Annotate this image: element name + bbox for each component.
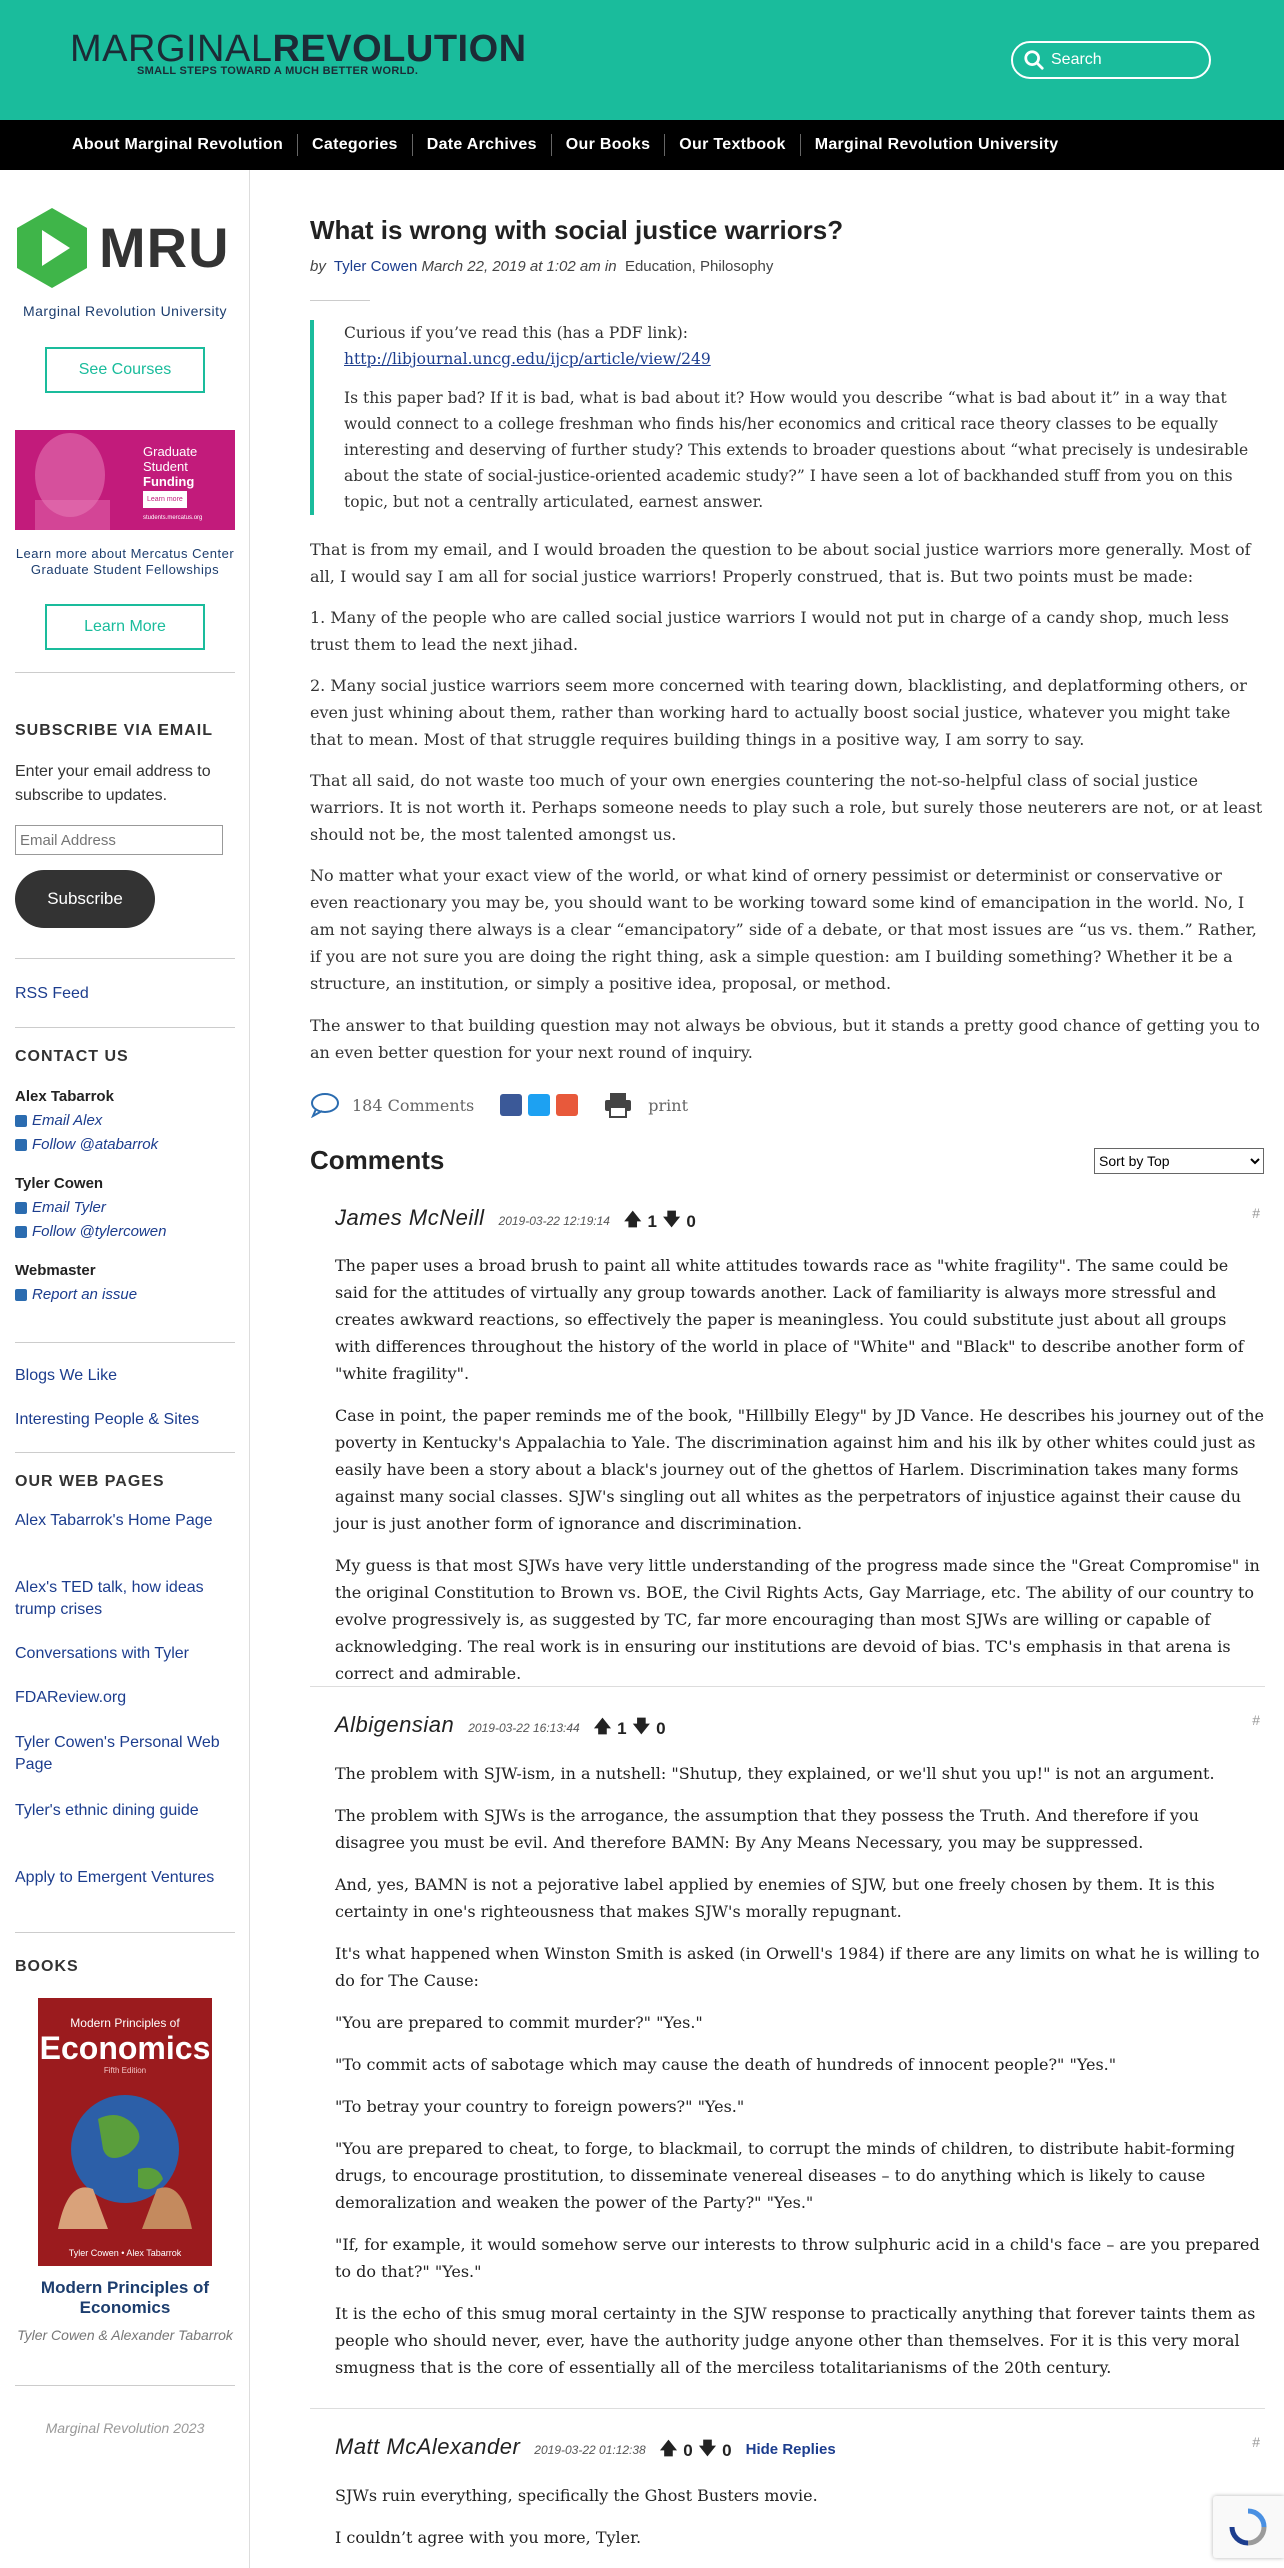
subscribe-heading: SUBSCRIBE VIA EMAIL (15, 722, 213, 739)
contact-name-webmaster: Webmaster (15, 1262, 96, 1279)
sort-select[interactable] (1094, 1148, 1264, 1174)
downvote-icon[interactable]: 🡇 (632, 1717, 651, 1736)
downvote-count: 0 (656, 1718, 666, 1738)
comment-bubble-icon[interactable] (310, 1092, 340, 1118)
comment-paragraph: The paper uses a broad brush to paint all white attitudes towards race as "white fragility". The same could be said for the attitudes of virtually any group towards another. Lack of familiarity is always more stressful and creates awkward reactions, so effectively the paper is meaningless. You could substitute just about all groups with differences throughout the history of the world in place of "White" and "Black" to describe another form of "white fragility". (335, 1256, 1244, 1383)
learn-more-button[interactable]: Learn More (45, 604, 205, 650)
sidebar-divider (15, 1027, 235, 1028)
comment-paragraph: "To commit acts of sabotage which may cause the death of hundreds of innocent people?" "Yes." (335, 2055, 1117, 2074)
banner-line3: Funding (143, 474, 195, 489)
comment-paragraph: The problem with SJW-ism, in a nutshell: "Shutup, they explained, or we'll shut you up!" is not an argument. (335, 1764, 1215, 1783)
comment-paragraph: It is the echo of this smug moral certainty in the SJW response to practically anything that forever taints them as people who should never, ever, have the authority judge anyone other than themselves. For it is this very moral smugness that is the core of essentially all of the merciless totalitarianisms of the 20th century. (335, 2304, 1256, 2377)
mru-play-icon (15, 206, 89, 290)
category-link[interactable]: Philosophy (700, 258, 774, 275)
email-icon (15, 1202, 27, 1214)
grad-funding-banner[interactable] (15, 430, 235, 530)
mercatus-text: Learn more about Mercatus Center Graduate Student Fellowships (15, 546, 235, 577)
comment-divider (310, 1686, 1265, 1687)
nav-date-archives[interactable]: Date Archives (413, 134, 552, 156)
comment-paragraph: The problem with SJWs is the arrogance, the assumption that they possess the Truth. And therefore if you disagree you must be evil. And therefore BAMN: By Any Means Necessary, you may be suppressed. (335, 1806, 1199, 1852)
mru-name: Marginal Revolution University (22, 303, 228, 319)
downvote-icon[interactable]: 🡇 (662, 1210, 681, 1229)
subscribe-text: Enter your email address to subscribe to updates. (15, 763, 211, 804)
comment-votes (594, 1714, 666, 1743)
downvote-count: 0 (686, 1211, 696, 1231)
banner-line1: Graduate (143, 444, 198, 459)
main-nav (0, 120, 1284, 170)
byline-by: by (310, 258, 326, 275)
sidebar-divider (15, 1342, 235, 1343)
mru-logo[interactable] (15, 205, 235, 290)
book-cover-authors: Tyler Cowen • Alex Tabarrok (68, 2248, 182, 2258)
rss-feed-link[interactable]: RSS Feed (15, 985, 89, 1002)
comment-body (335, 2482, 1265, 2566)
email-field[interactable] (15, 825, 223, 855)
title-divider (310, 300, 370, 301)
follow-alex-label: Follow @atabarrok (32, 1136, 159, 1153)
post-paragraph: The answer to that building question may not always be obvious, but it stands a pretty good chance of getting you to an even better question for your next round of inquiry. (310, 1016, 1260, 1062)
web-page-link[interactable]: Tyler Cowen's Personal Web Page (15, 1734, 220, 1773)
book-authors: Tyler Cowen & Alexander Tabarrok (17, 2327, 233, 2343)
follow-tyler-label: Follow @tylercowen (32, 1223, 167, 1240)
blogs-we-like-link[interactable]: Blogs We Like (15, 1367, 117, 1384)
comment-paragraph: "If, for example, it would somehow serve our interests to throw sulphuric acid in a child's face – are you prepared to do that?" "Yes." (335, 2235, 1260, 2281)
nav-mru[interactable]: Marginal Revolution University (814, 136, 1059, 153)
printer-icon[interactable] (604, 1092, 632, 1118)
book-cover-title: Modern Principles of (70, 2016, 180, 2030)
book-cover[interactable] (38, 1998, 212, 2266)
post-date: March 22, 2019 at 1:02 am (421, 258, 601, 275)
sidebar-divider (15, 958, 235, 959)
logo-text-bold: REVOLUTION (272, 28, 527, 70)
upvote-icon[interactable]: 🡅 (659, 2439, 678, 2458)
web-page-link[interactable]: Alex's TED talk, how ideas trump crises (15, 1579, 204, 1618)
contact-heading: CONTACT US (15, 1048, 129, 1065)
comment-votes (660, 2436, 732, 2465)
comment-date: 2019-03-22 01:12:38 (534, 2443, 646, 2457)
comment-paragraph: SJWs ruin everything, specifically the Ghost Busters movie. (335, 2486, 818, 2505)
footer-copyright: Marginal Revolution 2023 (45, 2420, 205, 2436)
quote-intro: Curious if you’ve read this (has a PDF link): (344, 324, 689, 342)
quote-pdf-link[interactable]: http://libjournal.uncg.edu/ijcp/article/view/249 (344, 350, 711, 368)
category-link[interactable]: Education (624, 258, 692, 275)
comment-permalink[interactable]: # (1252, 1712, 1260, 1728)
search-box[interactable] (1011, 41, 1211, 79)
interesting-people-link[interactable]: Interesting People & Sites (15, 1411, 200, 1428)
web-page-link[interactable]: Alex Tabarrok's Home Page (15, 1512, 213, 1529)
upvote-count: 0 (683, 2440, 693, 2460)
comment-paragraph: I couldn’t agree with you more, Tyler. (335, 2528, 642, 2547)
follow-tyler-link[interactable] (15, 1223, 235, 1240)
subscribe-button[interactable]: Subscribe (15, 870, 155, 928)
email-tyler-label: Email Tyler (32, 1199, 106, 1216)
upvote-count: 1 (647, 1211, 657, 1231)
site-tagline: SMALL STEPS TOWARD A MUCH BETTER WORLD. (137, 65, 419, 77)
share-row (310, 1090, 688, 1120)
contact-name-tyler: Tyler Cowen (15, 1175, 104, 1192)
facebook-icon[interactable] (500, 1094, 522, 1116)
twitter-icon[interactable] (528, 1094, 550, 1116)
downvote-count: 0 (722, 2440, 732, 2460)
byline-in: in (604, 258, 617, 275)
twitter-icon (15, 1226, 27, 1238)
nav-our-textbook[interactable]: Our Textbook (665, 134, 800, 156)
comment-paragraph: Case in point, the paper reminds me of the book, "Hillbilly Elegy" by JD Vance. He describes his journey out of the poverty in Kentucky's Appalachia to Yale. The discrimination against him and his ilk by other whites could just as easily have been a story about a black's journey out of the ghettos of Harlem. Discrimination takes many forms against many social classes. SJW's singling out all whites as the perpetrators of injustice against their cause du jour is just another form of ignorance and discrimination. (335, 1406, 1264, 1533)
post-paragraph: That all said, do not waste too much of your own energies countering the not-so-helpful class of social justice warriors. It is not worth it. Perhaps someone needs to play such a role, but surely those neuterers are not, or at least should not be, the most talented amongst us. (310, 771, 1263, 844)
nav-about[interactable]: About Marginal Revolution (58, 134, 298, 156)
web-page-link[interactable]: Conversations with Tyler (15, 1645, 189, 1662)
sidebar-divider (15, 1452, 235, 1453)
comment-author: Albigensian (335, 1712, 455, 1737)
post-paragraph: No matter what your exact view of the world, or what kind of ornery pessimist or determinist or conservative or even reactionary you may be, you should want to be working toward some kind of emancipation in the world. No, I am not saying there always is a clear “emancipatory” side of a debate, or that most issues are “us vs. them.” Rather, if you are not sure you are doing the right thing, ask a simple question: am I building something? Whether it be a structure, an institution, or simply a positive idea, proposal, or method. (310, 866, 1257, 993)
web-page-link[interactable]: FDAReview.org (15, 1689, 127, 1706)
sidebar-divider (15, 672, 235, 673)
comment-header (335, 1712, 1265, 1743)
author-link[interactable]: Tyler Cowen (333, 258, 418, 275)
post-byline: by Tyler Cowen March 22, 2019 at 1:02 am in Education, Philosophy (310, 258, 774, 275)
mru-logo-text: MRU (99, 216, 230, 279)
comment-votes (624, 1207, 696, 1236)
comment-paragraph: "To betray your country to foreign powers?" "Yes." (335, 2097, 745, 2116)
search-icon (1023, 49, 1045, 71)
print-link[interactable]: print (648, 1095, 689, 1115)
comment-permalink[interactable]: # (1252, 1205, 1260, 1221)
sidebar-divider (15, 1932, 235, 1933)
comment-paragraph: It's what happened when Winston Smith is asked (in Orwell's 1984) if there are any limits on what he is willing to do for The Cause: (335, 1944, 1260, 1990)
comment-permalink[interactable]: # (1252, 2434, 1260, 2450)
quote-body: Is this paper bad? If it is bad, what is bad about it? How would you describe “what is bad about it” in a way that would connect to a college freshman who finds his/her economics and critical race theory classes to be equally interesting and deserving of further study? This extends to broader questions about “what precisely is undesirable about the state of social-justice-oriented academic study?” I have seen a lot of backhanded stuff from you on this topic, but not a centrally articulated, earnest answer. (344, 389, 1249, 511)
post-paragraph: That is from my email, and I would broaden the question to be about social justice warriors more generally. Most of all, I would say I am all for social justice warriors! Properly construed, that is. But two points must be made: (310, 540, 1251, 586)
book-cover-edition: Fifth Edition (103, 2066, 147, 2075)
nav-our-books[interactable]: Our Books (552, 134, 666, 156)
comments-heading: Comments (310, 1145, 445, 1175)
upvote-count: 1 (617, 1718, 627, 1738)
comment-author: James McNeill (335, 1205, 485, 1230)
downvote-icon[interactable]: 🡇 (698, 2439, 717, 2458)
post-paragraph: 2. Many social justice warriors seem more concerned with tearing down, blacklisting, and deplatforming others, or even just whining about them, rather than working hard to actually boost social justice, whatever you might take that to mean. Most of that struggle requires building things in a positive way, I am sorry to say. (310, 676, 1247, 749)
see-courses-button[interactable]: See Courses (45, 347, 205, 393)
post-blockquote (310, 320, 1265, 515)
book-title[interactable]: Modern Principles of Economics (40, 2278, 210, 2317)
comment-body (335, 1760, 1265, 2396)
hide-replies-button[interactable]: Hide Replies (745, 2441, 836, 2458)
comment-body (335, 1252, 1265, 1702)
upvote-icon[interactable]: 🡅 (623, 1210, 642, 1229)
follow-alex-link[interactable] (15, 1136, 235, 1153)
post-title[interactable]: What is wrong with social justice warriors? (310, 215, 844, 245)
banner-learn-more-button[interactable]: Learn more (143, 491, 187, 508)
recaptcha-icon (1228, 2507, 1268, 2547)
nav-categories[interactable]: Categories (298, 134, 413, 156)
comment-date: 2019-03-22 16:13:44 (468, 1721, 580, 1735)
recaptcha-badge[interactable] (1213, 2496, 1284, 2558)
comment-divider (310, 2408, 1265, 2409)
post-paragraph: 1. Many of the people who are called social justice warriors I would not put in charge of a candy shop, much less trust them to lead the next jihad. (310, 608, 1229, 654)
comment-paragraph: My guess is that most SJWs have very little understanding of the progress made since the "Great Compromise" in the original Constitution to Brown vs. BOE, the Civil Rights Acts, Gay Marriage, etc. The ability of our country to evolve progressively is, as suggested by TC, far more encouraging than most SJWs are willing or capable of acknowledging. The real work is in ensuring our institutions are devoid of bias. TC's emphasis in that arena is correct and admirable. (335, 1556, 1260, 1683)
web-page-link[interactable]: Tyler's ethnic dining guide (15, 1802, 199, 1819)
email-alex-label: Email Alex (32, 1112, 103, 1129)
comments-count[interactable]: 184 Comments (352, 1095, 475, 1115)
sidebar-divider (15, 2385, 235, 2386)
web-pages-heading: OUR WEB PAGES (15, 1473, 165, 1490)
banner-line2: Student (143, 459, 188, 474)
comment-header (335, 1205, 1265, 1236)
sidebar (0, 170, 250, 2568)
email-icon (15, 1289, 27, 1301)
email-tyler-link[interactable] (15, 1199, 235, 1216)
comment-paragraph: And, yes, BAMN is not a pejorative label applied by enemies of SJW, but one freely chosen by them. It is this certainty in one's righteousness that makes SJW's morally repugnant. (335, 1875, 1215, 1921)
web-page-link[interactable]: Apply to Emergent Ventures (15, 1869, 215, 1886)
comment-author: Matt McAlexander (335, 2434, 521, 2459)
email-icon (15, 1115, 27, 1127)
twitter-icon (15, 1139, 27, 1151)
upvote-icon[interactable]: 🡅 (593, 1717, 612, 1736)
banner-url: students.mercatus.org (143, 515, 203, 521)
globe-hands-icon (38, 2079, 212, 2239)
comment-header (335, 2434, 1265, 2465)
contact-name-alex: Alex Tabarrok (15, 1088, 114, 1105)
rss-icon[interactable] (556, 1094, 578, 1116)
logo-text-thin: MARGINAL (70, 28, 273, 70)
site-header (0, 0, 1284, 120)
comment-paragraph: "You are prepared to commit murder?" "Yes." (335, 2013, 703, 2032)
report-issue-label: Report an issue (32, 1286, 138, 1303)
email-alex-link[interactable] (15, 1112, 235, 1129)
comment-paragraph: "You are prepared to cheat, to forge, to blackmail, to corrupt the minds of children, to distribute habit-forming drugs, to encourage prostitution, to disseminate venereal diseases – to do anything which is likely to cause demoralization and weaken the power of the Party?" "Yes." (335, 2139, 1235, 2212)
books-heading: BOOKS (15, 1958, 79, 1975)
comment-date: 2019-03-22 12:19:14 (498, 1214, 610, 1228)
report-issue-link[interactable] (15, 1286, 235, 1303)
book-cover-big: Economics (39, 2030, 211, 2066)
search-input[interactable] (1051, 51, 1201, 69)
